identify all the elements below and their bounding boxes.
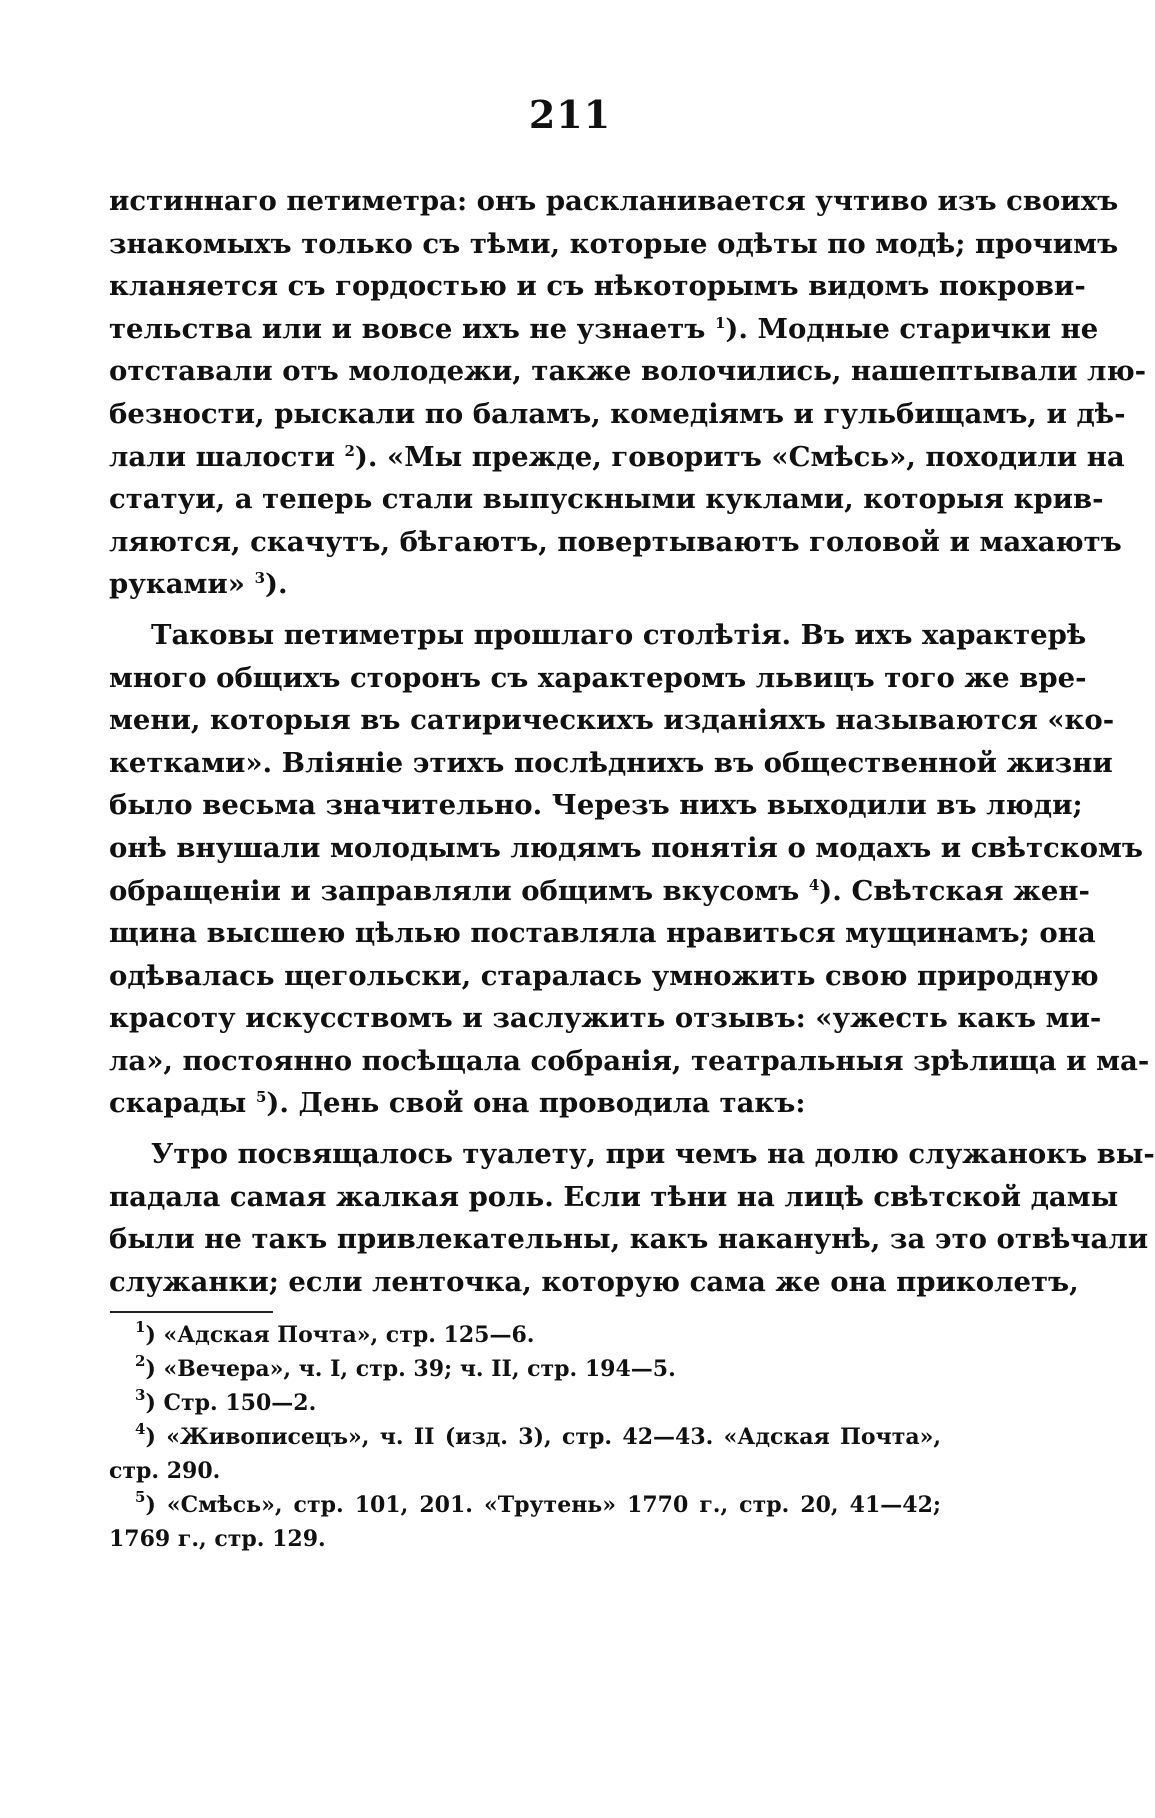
text-segment: ). День свой она проводила такъ:: [266, 1087, 806, 1120]
footnote-text: «Смѣсь», стр. 101, 201. «Трутень» 1770 г., стр. 20, 41—42;: [166, 1492, 942, 1518]
body-text: [109, 180, 1155, 1303]
text-line: онѣ внушали молодымъ людямъ понятія о модахъ и свѣтскомъ: [109, 831, 1143, 864]
footnote-ref: 1: [714, 313, 726, 332]
footnote-marker: 3: [135, 1386, 146, 1404]
footnote-text: Стр. 150—2.: [163, 1390, 317, 1416]
footnote-text: «Вечера», ч. I, стр. 39; ч. II, стр. 194—5.: [163, 1356, 676, 1382]
text-line: служанки; если ленточка, которую сама же она приколетъ,: [109, 1265, 1079, 1298]
text-line: кетками». Вліяніе этихъ послѣднихъ въ общественной жизни: [109, 746, 1113, 779]
text-line: Таковы петиметры прошлаго столѣтія. Въ ихъ характерѣ: [151, 618, 1087, 651]
text-line: падала самая жалкая роль. Если тѣни на лицѣ свѣтской дамы: [109, 1180, 1119, 1213]
footnote-ref: 2: [344, 441, 355, 460]
text-line: [109, 308, 1099, 351]
text-line: кланяется съ гордостью и съ нѣкоторымъ видомъ покрови-: [109, 270, 1086, 303]
footnote-divider: [110, 1311, 273, 1313]
text-line: одѣвалась щегольски, старалась умножить свою природную: [109, 959, 1099, 992]
text-segment: обращеніи и заправляли общимъ вкусомъ: [109, 874, 800, 907]
text-line: безности, рыскали по баламъ, комедіямъ и гульбищамъ, и дѣ-: [109, 397, 1126, 430]
footnote: $^5$) «Смѣсь», стр. 101, 201. «Трутень» 1770 г., стр. 20, 41—42;: [135, 1488, 942, 1518]
text-line: много общихъ сторонъ съ характеромъ львицъ того же вре-: [109, 661, 1087, 694]
footnote-marker: 2: [135, 1352, 146, 1370]
footnote: $^1$) «Адская Почта», стр. 125—6.: [135, 1318, 535, 1348]
text-segment: ). Свѣтская жен-: [819, 874, 1090, 907]
footnote: $^4$) «Живописецъ», ч. II (изд. 3), стр. 42—43. «Адская Почта»,: [135, 1420, 941, 1450]
footnote-ref: 5: [255, 1088, 267, 1107]
footnote-marker: 1: [135, 1318, 146, 1336]
text-line: [109, 870, 1090, 913]
text-line: Утро посвящалось туалету, при чемъ на долю служанокъ вы-: [151, 1138, 1155, 1171]
footnote-marker: 4: [135, 1420, 146, 1438]
text-segment: тельства или и вовсе ихъ не узнаетъ: [109, 312, 706, 345]
text-line: были не такъ привлекательны, какъ наканунѣ, за это отвѣчали: [109, 1223, 1149, 1256]
text-segment: руками»: [109, 568, 245, 601]
footnote-text: «Живописецъ», ч. II (изд. 3), стр. 42—43. «Адская Почта»,: [166, 1424, 941, 1450]
text-line: [109, 436, 1125, 479]
text-line: красоту искусствомъ и заслужить отзывъ: «ужесть какъ ми-: [109, 1002, 1102, 1035]
text-segment: ).: [265, 568, 288, 601]
paragraph-gap: [109, 1125, 941, 1133]
footnote-ref: 3: [254, 569, 265, 588]
text-segment: ). «Мы прежде, говоритъ «Смѣсь», походили на: [354, 440, 1125, 473]
footnote-text: «Адская Почта», стр. 125—6.: [163, 1322, 535, 1348]
text-line: истиннаго петиметра: онъ раскланивается учтиво изъ своихъ: [109, 185, 1119, 217]
footnote-ref: 4: [808, 875, 820, 894]
text-segment: лали шалости: [109, 440, 335, 473]
footnotes: [109, 1318, 941, 1556]
footnote: $^2$) «Вечера», ч. I, стр. 39; ч. II, стр. 194—5.: [135, 1352, 676, 1382]
text-line: ла», постоянно посѣщала собранія, театральныя зрѣлища и ма-: [109, 1044, 1150, 1077]
text-line: было весьма значительно. Черезъ нихъ выходили въ люди;: [109, 789, 1083, 822]
text-line: [109, 1082, 941, 1125]
footnote-continuation: стр. 290.: [109, 1458, 221, 1484]
text-line: мени, которыя въ сатирическихъ изданіяхъ называются «ко-: [109, 704, 1115, 737]
text-line: [109, 563, 941, 606]
footnote-continuation: 1769 г., стр. 129.: [109, 1526, 326, 1552]
text-line: знакомыхъ только съ тѣми, которые одѣты по модѣ; прочимъ: [109, 227, 1119, 260]
text-line: щина высшею цѣлью поставляла нравиться мущинамъ; она: [109, 917, 1096, 950]
text-line: отставали отъ молодежи, также волочились, нашептывали лю-: [109, 355, 1147, 388]
text-line: статуи, а теперь стали выпускными куклами, которыя крив-: [109, 483, 1104, 516]
text-segment: ). Модные старички не: [725, 312, 1099, 345]
paragraph-gap: [109, 606, 941, 614]
footnote-marker: 5: [135, 1488, 146, 1506]
footnote: $^3$) Стр. 150—2.: [135, 1386, 317, 1416]
text-segment: скарады: [109, 1087, 247, 1120]
text-line: ляются, скачутъ, бѣгаютъ, повертываютъ головой и махаютъ: [109, 525, 1122, 558]
page-number: 211: [528, 92, 612, 137]
